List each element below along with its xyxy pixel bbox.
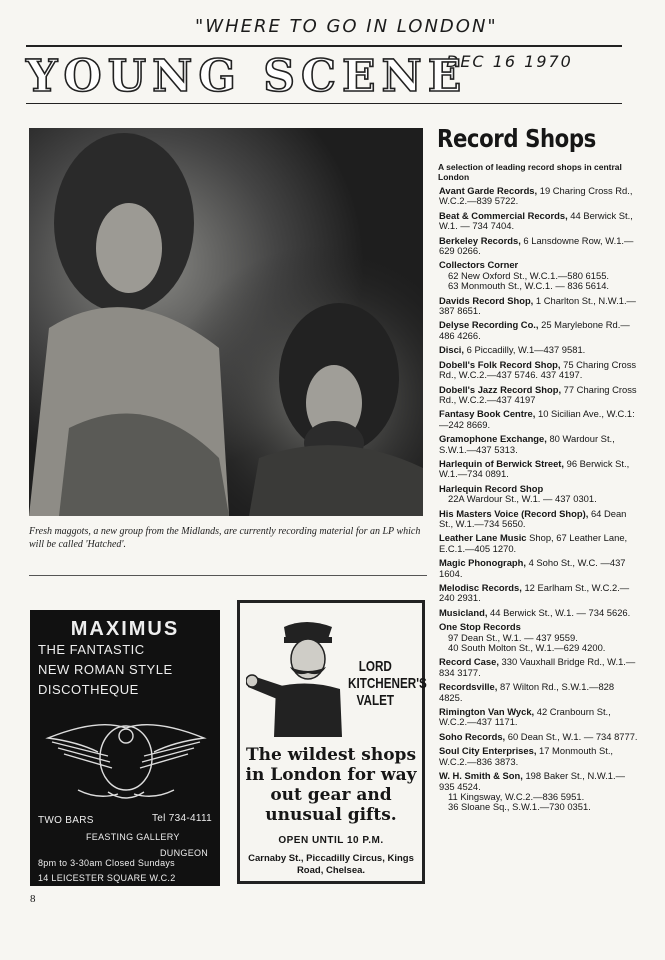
record-shops-list <box>439 186 639 817</box>
record-shop-name: Magic Phonograph, <box>439 557 526 569</box>
record-shop-detail: 6 Piccadilly, W.1—437 9581. <box>464 344 586 356</box>
record-shop-entry <box>439 732 639 742</box>
record-shop-entry <box>439 707 639 728</box>
record-shop-name: Harlequin Record Shop <box>439 482 544 494</box>
band-photo <box>29 128 423 516</box>
record-shop-detail: 330 Vauxhall Bridge Rd., W.1.—834 3177. <box>439 656 636 678</box>
band-photo-image <box>29 128 423 516</box>
record-shop-entry <box>439 509 639 530</box>
record-shop-entry <box>439 211 639 232</box>
record-shop-address-line: 62 New Oxford St., W.C.1.—580 6155. <box>448 269 610 281</box>
record-shop-name: One Stop Records <box>439 621 521 633</box>
record-shop-entry <box>439 186 639 207</box>
record-shop-name: W. H. Smith & Son, <box>439 770 523 782</box>
record-shop-name: His Masters Voice (Record Shop), <box>439 507 589 519</box>
record-shop-entry <box>439 260 639 291</box>
record-shop-name: Musicland, <box>439 606 488 618</box>
handwritten-date: DEC 16 1970 <box>446 52 573 71</box>
record-shop-detail: 64 Dean St., W.1.—734 5650. <box>439 507 627 529</box>
kitchener-brand-line2: KITCHENER'S <box>348 675 427 692</box>
maximus-hours: 8pm to 3-30am Closed Sundays <box>38 858 175 868</box>
record-shop-address-line: 63 Monmouth St., W.C.1. — 836 5614. <box>448 280 610 292</box>
record-shop-detail: 6 Lansdowne Row, W.1.—629 0266. <box>439 234 634 257</box>
maximus-line1: THE FANTASTIC <box>38 642 145 657</box>
record-shop-name: Gramophone Exchange, <box>439 433 547 445</box>
record-shop-address-line: 22A Wardour St., W.1. — 437 0301. <box>448 493 597 505</box>
masthead: YOUNG SCENE <box>26 51 468 102</box>
record-shop-name: Melodisc Records, <box>439 582 522 593</box>
record-shop-detail: 96 Berwick St., W.1.—734 0891. <box>439 457 630 480</box>
top-rule <box>26 45 622 47</box>
maximus-line3: DISCOTHEQUE <box>38 682 139 697</box>
record-shop-name: Berkeley Records, <box>439 234 521 246</box>
record-shop-detail: 10 Sicilian Ave., W.C.1:—242 8669. <box>439 408 635 430</box>
maximus-address: 14 LEICESTER SQUARE W.C.2 <box>38 873 176 883</box>
maximus-bars: TWO BARS <box>38 815 94 826</box>
record-shop-entry <box>439 434 639 455</box>
record-shop-detail: 198 Baker St., N.W.1.—935 4524. <box>439 770 625 792</box>
record-shops-title: Record Shops <box>437 124 596 153</box>
record-shop-detail: Shop, 67 Leather Lane, E.C.1.—405 1270. <box>439 532 628 554</box>
section-divider <box>29 575 427 576</box>
maximus-dungeon: DUNGEON <box>160 848 209 858</box>
eagle-emblem <box>38 708 214 808</box>
record-shop-detail: 42 Cranbourn St., W.C.2.—437 1171. <box>439 706 611 728</box>
kitchener-brand-line3: VALET <box>356 692 395 709</box>
record-shop-entry <box>439 746 639 767</box>
record-shop-name: Soho Records, <box>439 730 506 742</box>
maximus-ad <box>30 610 220 886</box>
record-shop-detail: 44 Berwick St., W.1. — 734 7404. <box>439 209 633 232</box>
record-shop-name: Record Case, <box>439 656 499 668</box>
record-shop-name: Recordsville, <box>439 681 498 693</box>
kitchener-ad <box>237 600 425 884</box>
record-shop-entry <box>439 459 639 480</box>
record-shop-detail: 44 Berwick St., W.1. — 734 5626. <box>487 606 631 618</box>
record-shop-name: Dobell's Jazz Record Shop, <box>439 383 562 395</box>
record-shop-detail: 25 Marylebone Rd.—486 4266. <box>439 319 630 341</box>
handwritten-title: "WHERE TO GO IN LONDON" <box>195 16 498 37</box>
record-shop-detail: 17 Monmouth St., W.C.2.—836 3873. <box>439 745 614 767</box>
record-shop-detail: 60 Dean St., W.1. — 734 8777. <box>505 730 638 742</box>
record-shop-entry <box>439 608 639 618</box>
record-shop-name: Disci, <box>439 344 465 356</box>
record-shop-entry <box>439 320 639 341</box>
record-shop-entry <box>439 657 639 678</box>
record-shops-subtitle: A selection of leading record shops in central London <box>438 162 622 182</box>
record-shop-name: Davids Record Shop, <box>439 294 534 306</box>
kitchener-hours: OPEN UNTIL 10 P.M. <box>278 835 384 846</box>
record-shop-name: Beat & Commercial Records, <box>439 209 568 221</box>
record-shop-name: Rimington Van Wyck, <box>439 706 535 718</box>
kitchener-brand <box>348 658 427 709</box>
record-shop-address-line: 97 Dean St., W.1. — 437 9559. <box>448 631 578 643</box>
record-shop-entry <box>439 771 639 813</box>
record-shop-name: Avant Garde Records, <box>439 185 538 196</box>
kitchener-headline: The wildest shops in London for way out gear and unusual gifts. <box>245 745 417 825</box>
record-shop-detail: 75 Charing Cross Rd., W.C.2.—437 5746. 437 4197. <box>439 358 637 381</box>
masthead-rule <box>26 103 622 104</box>
record-shop-entry <box>439 409 639 430</box>
record-shop-detail: 19 Charing Cross Rd., W.C.2.—839 5722. <box>439 185 633 207</box>
record-shop-name: Dobell's Folk Record Shop, <box>439 358 561 370</box>
record-shop-detail: 80 Wardour St., S.W.1.—437 5313. <box>439 433 615 455</box>
record-shop-entry <box>439 296 639 317</box>
record-shop-entry <box>439 360 639 381</box>
kitchener-address: Carnaby St., Piccadilly Circus, Kings Road, Chelsea. <box>248 853 414 876</box>
record-shop-entry <box>439 682 639 703</box>
record-shop-detail: 87 Wilton Rd., S.W.1.—828 4825. <box>439 681 615 703</box>
record-shop-address-line: 36 Sloane Sq., S.W.1.—730 0351. <box>448 801 591 813</box>
record-shop-entry <box>439 622 639 653</box>
maximus-line2: NEW ROMAN STYLE <box>38 662 173 677</box>
record-shop-entry <box>439 345 639 355</box>
record-shop-entry <box>439 533 639 554</box>
record-shop-name: Harlequin of Berwick Street, <box>439 457 565 469</box>
maximus-brand: MAXIMUS <box>70 618 180 640</box>
record-shop-name: Leather Lane Music <box>439 532 527 544</box>
record-shop-entry <box>439 484 639 505</box>
photo-caption: Fresh maggots, a new group from the Midlands, are currently recording material for an LP which will be called 'Hatched'. <box>29 526 421 550</box>
record-shop-detail: 4 Soho St., W.C. —437 1604. <box>439 557 626 579</box>
record-shop-address-line: 40 South Molton St., W.1.—629 4200. <box>448 642 606 654</box>
record-shop-entry <box>439 583 639 604</box>
maximus-tel: Tel 734-4111 <box>152 813 212 824</box>
record-shop-entry <box>439 385 639 406</box>
record-shop-entry <box>439 558 639 579</box>
record-shop-name: Soul City Enterprises, <box>439 745 537 757</box>
kitchener-illustration <box>246 617 346 737</box>
record-shop-detail: 77 Charing Cross Rd., W.C.2.—437 4197 <box>439 383 637 405</box>
record-shop-entry <box>439 236 639 257</box>
record-shop-name: Fantasy Book Centre, <box>439 408 536 420</box>
record-shop-detail: 1 Charlton St., N.W.1.—387 8651. <box>439 294 636 317</box>
record-shop-address-line: 11 Kingsway, W.C.2.—836 5951. <box>448 790 585 802</box>
kitchener-brand-line1: LORD <box>358 658 392 675</box>
record-shop-name: Collectors Corner <box>439 259 519 271</box>
page-number: 8 <box>30 893 36 905</box>
maximus-feasting: FEASTING GALLERY <box>86 832 180 842</box>
record-shop-detail: 12 Earlham St., W.C.2.—240 2931. <box>439 582 630 604</box>
record-shop-name: Delyse Recording Co., <box>439 319 539 331</box>
